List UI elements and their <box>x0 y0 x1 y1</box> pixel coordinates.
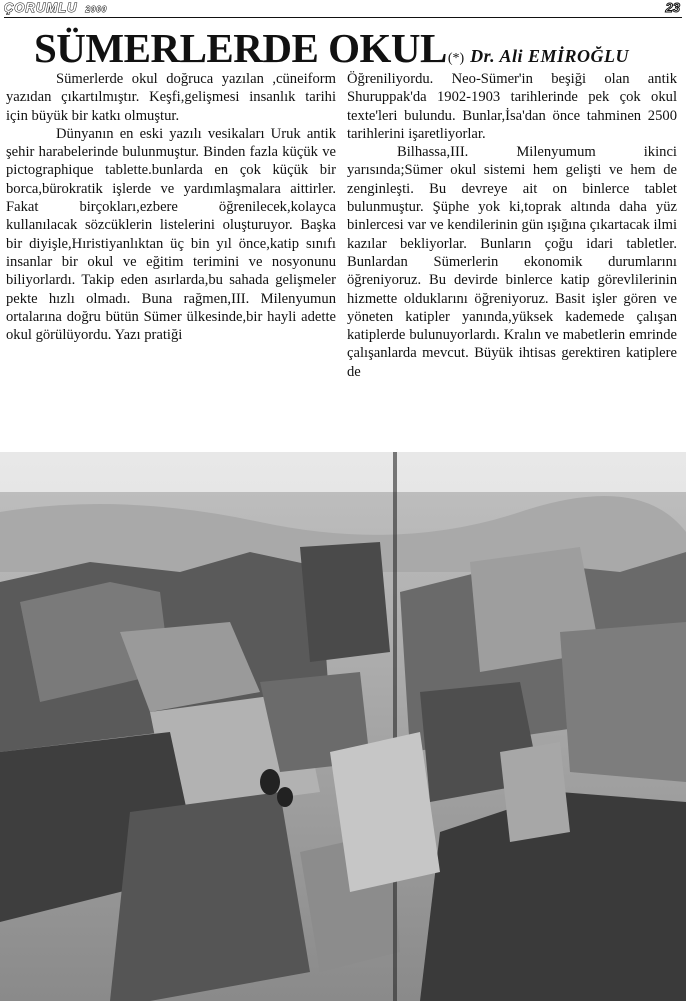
issue-year: 2000 <box>85 5 108 14</box>
paragraph: Öğreniliyordu. Neo-Sümer'in beşiği olan antik Shuruppak'da 1902-1903 tarihlerinde pek çok okul texte'leri bulundu. Bunlar,İsa'dan önce tahminen 2500 tarihlerini işaretliyorlar. <box>347 71 677 142</box>
article-title: SÜMERLERDE OKUL <box>34 25 447 71</box>
article-author: Dr. Ali EMİROĞLU <box>470 46 630 66</box>
paragraph: Bilhassa,III. Milenyumum ikinci yarısında;Sümer okul sistemi hem gelişti ve hem de zenginleşti. Bu devreye ait on binlerce tablet bulunmuştur. Şüphe yok ki,toprak altında daha yüz binlercesi var ve kendilerinin gün ışığına çıkartacak ilmi kazılar bekliyorlar. Bunların çoğu idari tabletler. Bunlardan Sümerlerin ekonomik durumlarını öğreniyoruz. Bu devirde binlerce katip görevlilerinin hizmette olduklarını öğreniyoruz. Basit işler gören ve yöneten katipler yanında,yüksek kademede çalışan katiplerde bulunuyorlardı. Kralın ve mabetlerin emrinde çalışanlarda mevcut. Büyük ihtisas gerektiren katiplere de <box>347 144 677 380</box>
paragraph: Dünyanın en eski yazılı vesikaları Uruk antik şehir harabelerinde bulunmuştur. Binden fazla küçük ve pictographique tablette.bunlarda en çok küçük bir borca,bürokratik işlerde ve yardımlaşmalara aittirler. Fakat birçokları,ezbere öğrenilecek,kolayca kullanılacak sözcüklerin listelerini oluşturuyor. Başka bir diyişle,Hıristiyanlıktan üç bin yıl önce,katip sınıfı insanlar bir okul ve eğitim terimini ve nosyonunu biliyorlardı. Takip eden asırlarda,bu sahada gelişmeler pekte hızlı olmadı. Buna rağmen,III. Milenyumun ortalarına doğru bütün Sümer ülkesinde,bir hayli adette okul görülüyordu. Yazı pratiği <box>6 125 336 344</box>
page-header <box>4 0 682 18</box>
left-text-column <box>6 70 336 344</box>
article-heading <box>34 24 674 72</box>
paragraph: Sümerlerde okul doğruca yazılan ,cüneiform yazıdan çıkartılmıştır. Keşfi,gelişmesi insanlık tarihi için büyük bir katkı olmuştur. <box>6 71 336 124</box>
excavation-photo <box>0 452 686 1001</box>
magazine-brand: ÇORUMLU 2000 <box>4 0 108 15</box>
page-number: 23 <box>665 0 680 15</box>
title-footnote-mark: (*) <box>447 51 465 66</box>
right-text-column <box>347 70 677 381</box>
